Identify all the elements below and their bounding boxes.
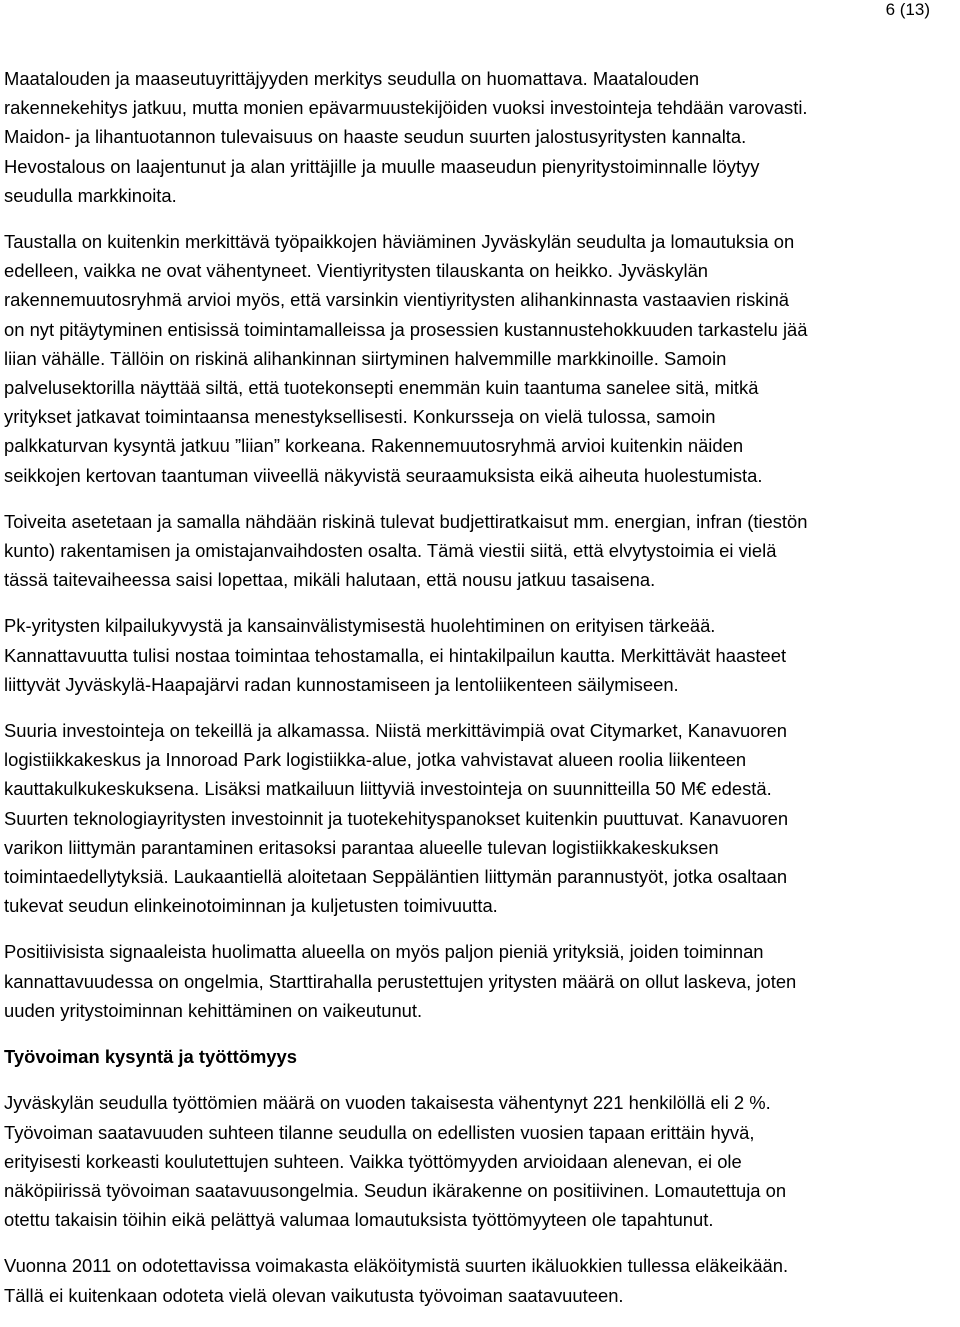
paragraph-small-businesses: Positiivisista signaaleista huolimatta alueella on myös paljon pieniä yrityksiä, joiden toiminnan kannattavuudessa on ongelmia, Starttirahalla perustettujen yritysten määrä on ollut laskeva, joten uuden yritystoiminnan kehittäminen on vaikeutunut. <box>4 941 797 1021</box>
paragraph-retirement: Vuonna 2011 on odotettavissa voimakasta eläköitymistä suurten ikäluokkien tullessa eläkeikään. Tällä ei kuitenkaan odoteta vielä olevan vaikutusta työvoiman saatavuuteen. <box>4 1255 789 1306</box>
paragraph-unemployment: Jyväskylän seudulla työttömien määrä on vuoden takaisesta vähentynyt 221 henkilöllä eli 2 %. Työvoiman saatavuuden suhteen tilanne seudulla on edellisten vuosien tapaan erittäin hyvä, erityisesti korkeasti koulutettujen suhteen. Vaikka työttömyyden arvioidaan alenevan, ei ole näköpiirissä työvoiman saatavuusongelmia. Seudun ikärakenne on positiivinen. Lomautettuja on otettu takaisin töihin eikä pelättyä valumaa lomautuksista työttömyyteen ole tapahtunut. <box>4 1092 787 1231</box>
paragraph-agriculture: Maatalouden ja maaseutuyrittäjyyden merkitys seudulla on huomattava. Maatalouden rakennekehitys jatkuu, mutta monien epävarmuustekijöiden vuoksi investointeja tehdään varovasti. Maidon- ja lihantuotannon tulevaisuus on haaste seudun suurten jalostusyritysten kannalta. Hevostalous on laajentunut ja alan yrittäjille ja muulle maaseudun pienyritystoiminnalle löytyy seudulla markkinoita. <box>4 68 808 206</box>
page-number: 6 (13) <box>885 0 930 19</box>
paragraph-budget-risks: Toiveita asetetaan ja samalla nähdään riskinä tulevat budjettiratkaisut mm. energian, infran (tiestön kunto) rakentamisen ja omistajanvaihdosten osalta. Tämä viestii siitä, että elvytystoimia ei vielä tässä taitevaiheessa saisi lopettaa, mikäli halutaan, että nousu jatkuu tasaisena. <box>4 510 808 591</box>
section-heading: Työvoiman kysyntä ja työttömyys <box>4 1046 297 1068</box>
document-body <box>4 64 956 1327</box>
paragraph-job-losses: Taustalla on kuitenkin merkittävä työpaikkojen häviäminen Jyväskylän seudulta ja lomautuksia on edelleen, vaikka ne ovat vähentyneet. Vientiyritysten tilauskanta on heikko. Jyväskylän rakennemuutosryhmä arvioi myös, että varsinkin vientiyritysten alihankinnasta vastaavien riskinä on nyt pitäytyminen entisissä toimintamalleissa ja prosessien kustannustehokkuuden tarkastelu jää liian vähälle. Tällöin on riskinä alihankinnan siirtyminen halvemmille markkinoille. Samoin palvelusektorilla näyttää siltä, että tuotekonsepti enemmän kuin taantuma sanelee sitä, mitkä yritykset jatkavat toimintaansa menestyksellisesti. Konkursseja on vielä tulossa, samoin palkkaturvan kysyntä jatkuu ”liian” korkeana. Rakennemuutosryhmä arvioi kuitenkin näiden seikkojen kertovan taantuman viiveellä näkyvistä seuraamuksista eikä aiheuta huolestumista. <box>4 231 808 486</box>
paragraph-sme-competitiveness: Pk-yritysten kilpailukyvystä ja kansainvälistymisestä huolehtiminen on erityisen tärkeää. Kannattavuutta tulisi nostaa toimintaa tehostamalla, ei hintakilpailun kautta. Merkittävät haasteet liittyvät Jyväskylä-Haapajärvi radan kunnostamiseen ja lentoliikenteen säilymiseen. <box>4 615 787 695</box>
paragraph-investments: Suuria investointeja on tekeillä ja alkamassa. Niistä merkittävimpiä ovat Citymarket, Kanavuoren logistiikkakeskus ja Innoroad Park logistiikka-alue, jotka vahvistavat alueen roolia liikenteen kauttakulkukeskuksena. Lisäksi matkailuun liittyviä investointeja on suunnitteilla 50 M€ edestä. Suurten teknologiayritysten investoinnit ja tuotekehityspanokset kuitenkin puuttuvat. Kanavuoren varikon liittymän parantaminen eritasoksi parantaa alueelle tulevan logistiikkakeskuksen toimintaedellytyksiä. Laukaantiellä aloitetaan Seppäläntien liittymän parannustyöt, jotka osaltaan tukevat seudun elinkeinotoiminnan ja kuljetusten toimivuutta. <box>4 720 789 917</box>
